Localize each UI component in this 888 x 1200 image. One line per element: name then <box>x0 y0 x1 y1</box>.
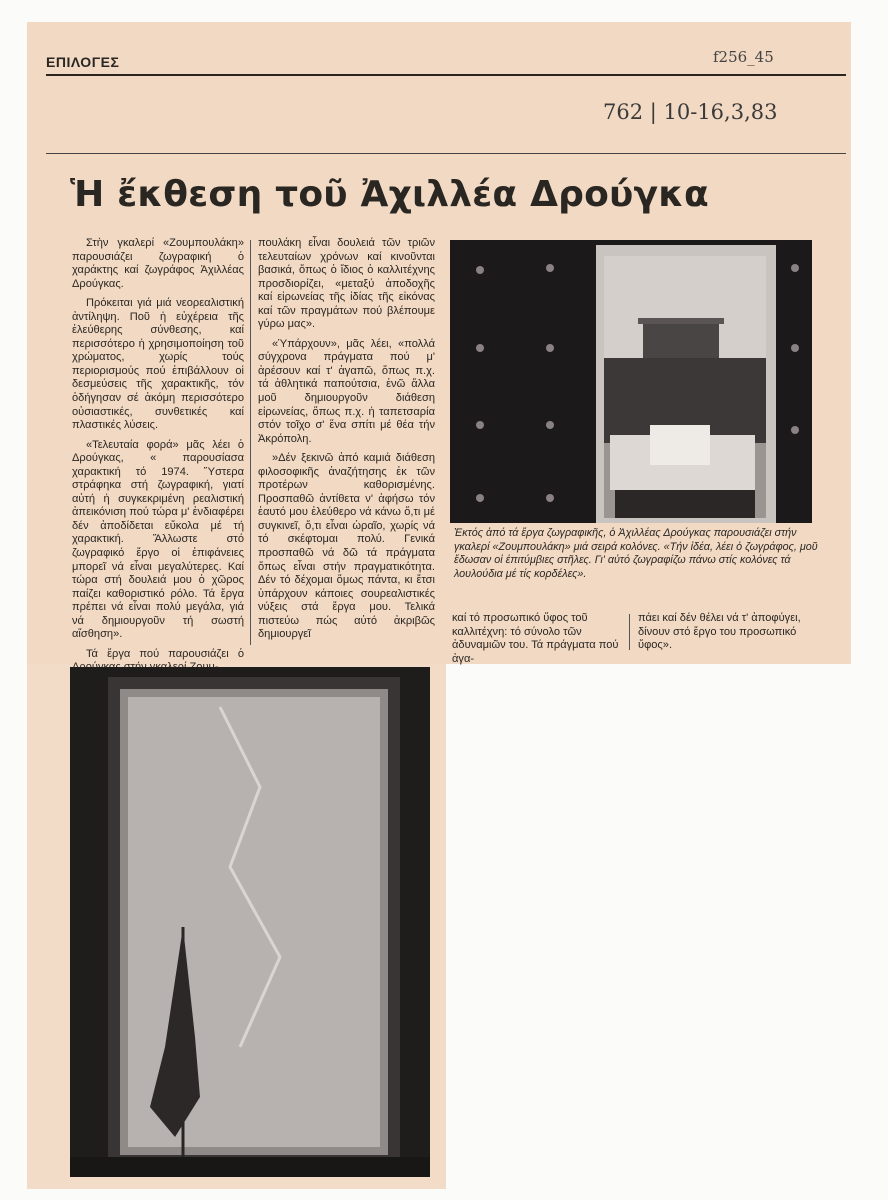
artwork-photo-acropolis <box>450 240 812 523</box>
artwork-photo-umbrella <box>70 667 430 1177</box>
headline-rule <box>46 153 846 154</box>
acropolis-painting-image <box>450 240 812 523</box>
paragraph: Πρόκειται γιά μιά νεορεαλιστική ἀντίληψη. Ποῦ ἡ εὐχέρεια τῆς ἐλεύθερης σύνθεσης, καί περισσότερο ἡ χρησιμοποίηση τοῦ χρώματος, χωρίς τούς περιορισμούς πού ἐπιβάλλουν οἱ δεσμεύσεις τῆς χαρακτικῆς, τόν ὁδήγησαν σέ ἀκόμη περισσότερο οὐσιαστικές, συνθετικές καί πλαστικές λύσεις. <box>72 297 244 432</box>
article-headline: Ἡ ἔκθεση τοῦ Ἀχιλλέα Δρούγκα <box>70 174 709 215</box>
article-continuation-1 <box>452 612 622 666</box>
paragraph: Στὴν γκαλερί «Ζουμπουλάκη» παρουσιάζει ζωγραφική ὁ χαράκτης καί ζωγράφος Ἀχιλλέας Δρούγκας. <box>72 237 244 290</box>
handwritten-date: 762 | 10-16,3,83 <box>603 100 778 124</box>
handwritten-reference: f256_45 <box>713 48 774 66</box>
article-continuation-2 <box>638 612 828 653</box>
paragraph: «Τελευταία φορά» μᾶς λέει ὁ Δρούγκας, « παρουσίασα χαρακτική τό 1974. Ὕστερα στράφηκα στή ζωγραφική, γιατί αὐτή ἡ συγκεκριμένη ρεαλιστική ἀπεικόνιση πού τώρα μ' ἐνδιαφέρει δέν ἀποδίδεται εὔκολα μέ τή χαρακτική. Ἄλλωστε στό ζωγραφικό ἔργο οἱ ἐπιφάνειες μπορεῖ νά εἶναι μεγαλύτερες. Καί τώρα στή δουλειά μου ὁ χῶρος παίζει καθοριστικό ρόλο. Τά ἔργα πρέπει νά εἶναι πολύ μεγάλα, γιά νά δημιουργοῦν τή σωστή αἴσθηση». <box>72 438 244 641</box>
article-column-2 <box>258 237 435 648</box>
umbrella-painting-image <box>70 667 430 1177</box>
section-label: ΕΠΙΛΟΓΕΣ <box>46 54 120 70</box>
article-column-1 <box>72 237 244 681</box>
paragraph: καί τό προσωπικό ὕφος τοῦ καλλιτέχνη: τό σύνολο τῶν ἀδυναμιῶν του. Τά πράγματα πού ἀγα- <box>452 612 619 665</box>
column-divider <box>250 240 251 645</box>
paragraph: πάει καί δέν θέλει νά τ' ἀποφύγει, δίνουν στό ἔργο του προσωπικό ὕφος». <box>638 612 801 652</box>
paragraph: «Ὑπάρχουν», μᾶς λέει, «πολλά σύγχρονα πράγματα πού μ' ἀρέσουν καί τ' ἀγαπῶ, ὅπως π.χ. τά ἀθλητικά παπούτσια, ἐνῶ ἄλλα μοῦ δημιουργοῦν διάθεση εἰρωνείας, ὅπως π.χ. ἡ ταπετσαρία στόν τοῖχο σ' ἕνα σπίτι μέ θέα τήν Ἀκρόπολη. <box>258 337 435 445</box>
paragraph: Τά ἔργα πού παρουσιάζει ὁ <box>86 647 244 660</box>
column-divider <box>629 614 630 650</box>
photo-caption: Ἐκτός ἀπό τά ἔργα ζωγραφικῆς, ὁ Ἀχιλλέας Δρούγκας παρουσιάζει στήν γκαλερί «Ζουμπουλάκη» μιά σειρά κολόνες. «Τήν ἰδέα, λέει ὁ ζωγράφος, μοῦ ἔδωσαν οἱ ἐπιτύμβιες στῆλες. Γι' αὐτό ζωγραφίζω πάνω στίς κολόνες τά λουλούδια μέ τίς κορδέλες». <box>454 527 818 580</box>
paragraph: πουλάκη εἶναι δουλειά τῶν τριῶν τελευταίων χρόνων καί κινοῦνται βασικά, ὅπως ὁ ἴδιος ὁ καλλιτέχνης προσδιορίζει, «μεταξύ ἀποδοχῆς καί εἰρωνείας τῆς ἰδίας τῆς εἰκόνας καί τῶν πραγμάτων πού βλέπουμε γύρω μας». <box>258 237 435 331</box>
paragraph: »Δέν ξεκινῶ ἀπό καμιά διάθεση φιλοσοφικῆς ἀναζήτησης ἐκ τῶν προτέρων καθορισμένης. Προσπαθῶ ἀντίθετα ν' ἀφήσω τόν ἑαυτό μου ἐλεύθερο νά κάνω ὅ,τι μέ συγκινεῖ, ὅ,τι εἶναι ὡραῖο, χωρίς νά τό σκέφτομαι πολύ. Γενικά προσπαθῶ νά δῶ τά πράγματα ὅπως εἶναι στήν πραγματικότητα. Δέν τό δέχομαι ὅμως πάντα, κι ἔτσι ὑπάρχουν κάποιες σουρεαλιστικές νύξεις στά ἔργα μου. Τελικά πιστεύω πώς αὐτό ἀκριβῶς δημιουργεῖ <box>258 452 435 641</box>
